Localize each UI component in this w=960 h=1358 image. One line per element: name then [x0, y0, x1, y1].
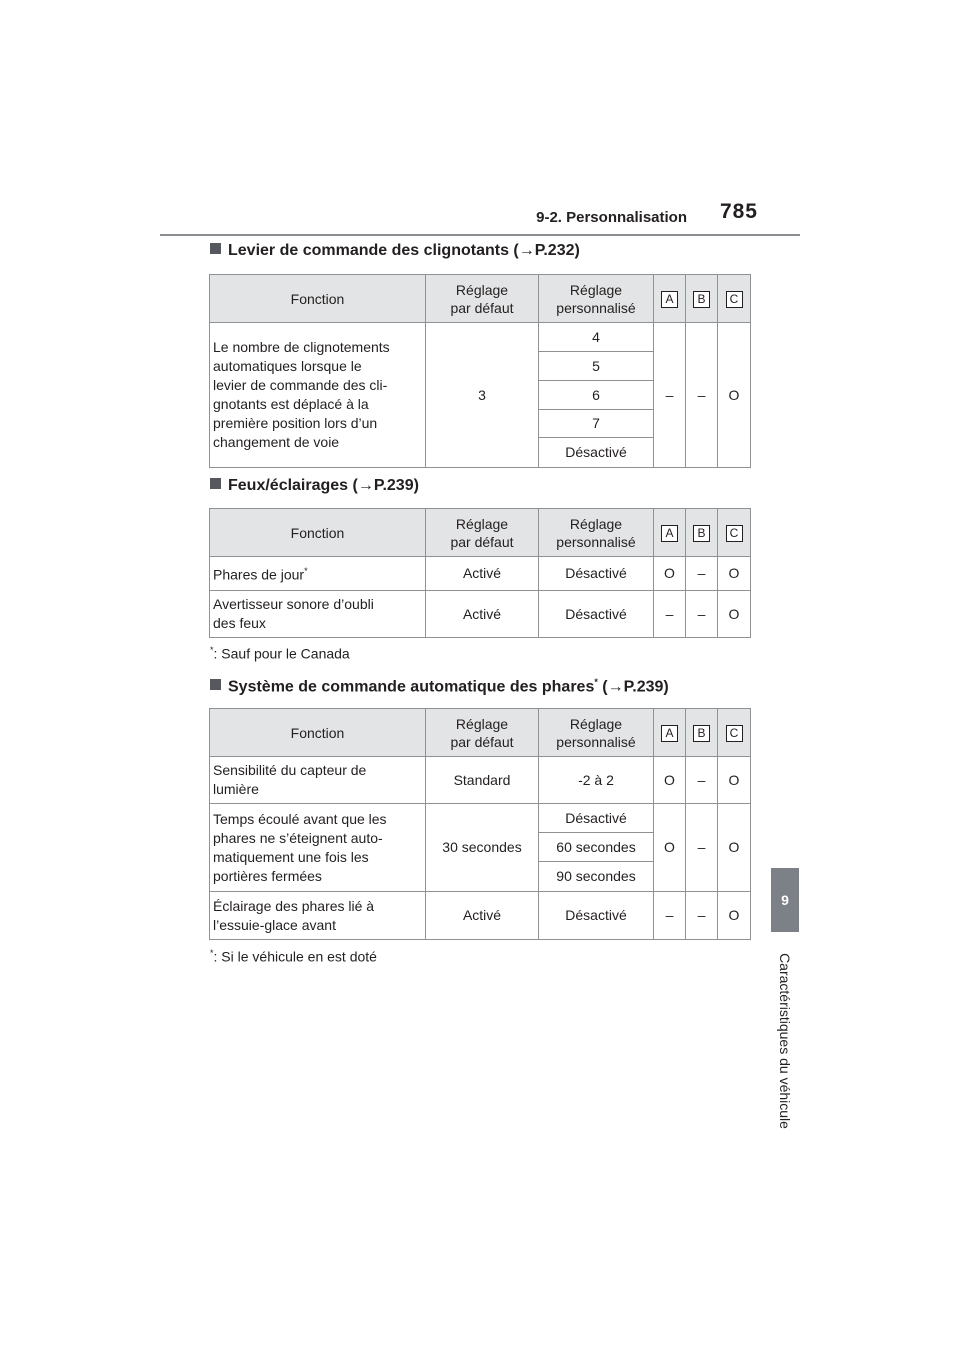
default-cell: 3: [426, 323, 539, 468]
table-row: [210, 804, 751, 833]
col-fonction: Fonction: [210, 275, 426, 323]
option-cell: 6: [539, 381, 654, 410]
table-phares-auto: [209, 708, 751, 940]
b-cell: –: [686, 557, 718, 591]
custom-cell: -2 à 2: [539, 757, 654, 804]
chapter-tab: [771, 868, 799, 932]
c-cell: O: [718, 323, 751, 468]
a-cell: –: [654, 591, 686, 638]
footnote-vehicule: *: Si le véhicule en est doté: [210, 948, 377, 965]
col-c: C: [718, 509, 751, 557]
page-header: [160, 196, 800, 236]
b-cell: –: [686, 323, 718, 468]
function-cell: Éclairage des phares lié à l’essuie-glace avant: [210, 892, 426, 940]
col-personnalise: Réglage personnalisé: [539, 275, 654, 323]
c-cell: O: [718, 557, 751, 591]
table-header-row: [210, 709, 751, 757]
section-heading: 9-2. Personnalisation: [536, 209, 687, 226]
c-cell: O: [718, 804, 751, 892]
table-clignotants: [209, 274, 751, 468]
custom-cell: Désactivé: [539, 892, 654, 940]
a-cell: O: [654, 557, 686, 591]
square-bullet-icon: [210, 679, 221, 690]
col-personnalise: Réglage personnalisé: [539, 709, 654, 757]
section-title-clignotants: Levier de commande des clignotants (→P.232): [210, 242, 580, 260]
footnote-canada: *: Sauf pour le Canada: [210, 645, 350, 662]
chapter-title: Caractéristiques du véhicule: [777, 953, 793, 1129]
a-cell: O: [654, 804, 686, 892]
table-row: [210, 757, 751, 804]
page-ref-link[interactable]: P.232: [534, 242, 575, 259]
b-cell: –: [686, 892, 718, 940]
col-personnalise: Réglage personnalisé: [539, 509, 654, 557]
option-cell: Désactivé: [539, 804, 654, 833]
default-cell: Activé: [426, 557, 539, 591]
b-cell: –: [686, 591, 718, 638]
c-cell: O: [718, 591, 751, 638]
default-cell: Standard: [426, 757, 539, 804]
col-c: C: [718, 275, 751, 323]
col-b: B: [686, 275, 718, 323]
a-cell: –: [654, 892, 686, 940]
page-ref-link[interactable]: P.239: [623, 678, 664, 696]
page-number: 785: [719, 200, 758, 223]
chapter-label: [771, 936, 799, 1146]
table-row: [210, 557, 751, 591]
a-cell: –: [654, 323, 686, 468]
col-a: A: [654, 275, 686, 323]
col-a: A: [654, 509, 686, 557]
option-cell: 60 secondes: [539, 833, 654, 862]
table-row: [210, 591, 751, 638]
default-cell: Activé: [426, 892, 539, 940]
c-cell: O: [718, 757, 751, 804]
arrow-icon: →: [518, 242, 535, 259]
option-cell: 7: [539, 410, 654, 438]
arrow-icon: →: [357, 477, 374, 494]
b-cell: –: [686, 804, 718, 892]
custom-cell: Désactivé: [539, 557, 654, 591]
function-cell: Sensibilité du capteur de lumière: [210, 757, 426, 804]
square-bullet-icon: [210, 243, 221, 254]
default-cell: Activé: [426, 591, 539, 638]
function-cell: Phares de jour*: [210, 557, 426, 591]
header-rule: [160, 234, 800, 236]
custom-cell: Désactivé: [539, 591, 654, 638]
chapter-number: 9: [781, 892, 789, 908]
option-cell: 90 secondes: [539, 862, 654, 892]
col-b: B: [686, 709, 718, 757]
function-cell: Avertisseur sonore d’oubli des feux: [210, 591, 426, 638]
table-row: [210, 892, 751, 940]
section-title-phares-auto: Système de commande automatique des phares* (→P.239): [210, 677, 669, 696]
page-ref-link[interactable]: P.239: [373, 477, 414, 494]
section-title-feux: Feux/éclairages (→P.239): [210, 477, 419, 495]
table-row: [210, 323, 751, 352]
col-defaut: Réglage par défaut: [426, 709, 539, 757]
a-cell: O: [654, 757, 686, 804]
col-b: B: [686, 509, 718, 557]
col-defaut: Réglage par défaut: [426, 275, 539, 323]
c-cell: O: [718, 892, 751, 940]
col-a: A: [654, 709, 686, 757]
square-bullet-icon: [210, 478, 221, 489]
option-cell: 4: [539, 323, 654, 352]
b-cell: –: [686, 757, 718, 804]
arrow-icon: →: [607, 678, 624, 696]
function-cell: Temps écoulé avant que les phares ne s’éteignent auto- matiquement une fois les portières fermées: [210, 804, 426, 892]
table-header-row: [210, 509, 751, 557]
function-cell: Le nombre de clignotements automatiques lorsque le levier de commande des cli- gnotants est déplacé à la première position lors d’un changement de voie: [210, 323, 426, 468]
table-feux: [209, 508, 751, 638]
default-cell: 30 secondes: [426, 804, 539, 892]
col-fonction: Fonction: [210, 709, 426, 757]
col-defaut: Réglage par défaut: [426, 509, 539, 557]
col-fonction: Fonction: [210, 509, 426, 557]
option-cell: 5: [539, 352, 654, 381]
table-header-row: [210, 275, 751, 323]
option-cell: Désactivé: [539, 438, 654, 468]
col-c: C: [718, 709, 751, 757]
